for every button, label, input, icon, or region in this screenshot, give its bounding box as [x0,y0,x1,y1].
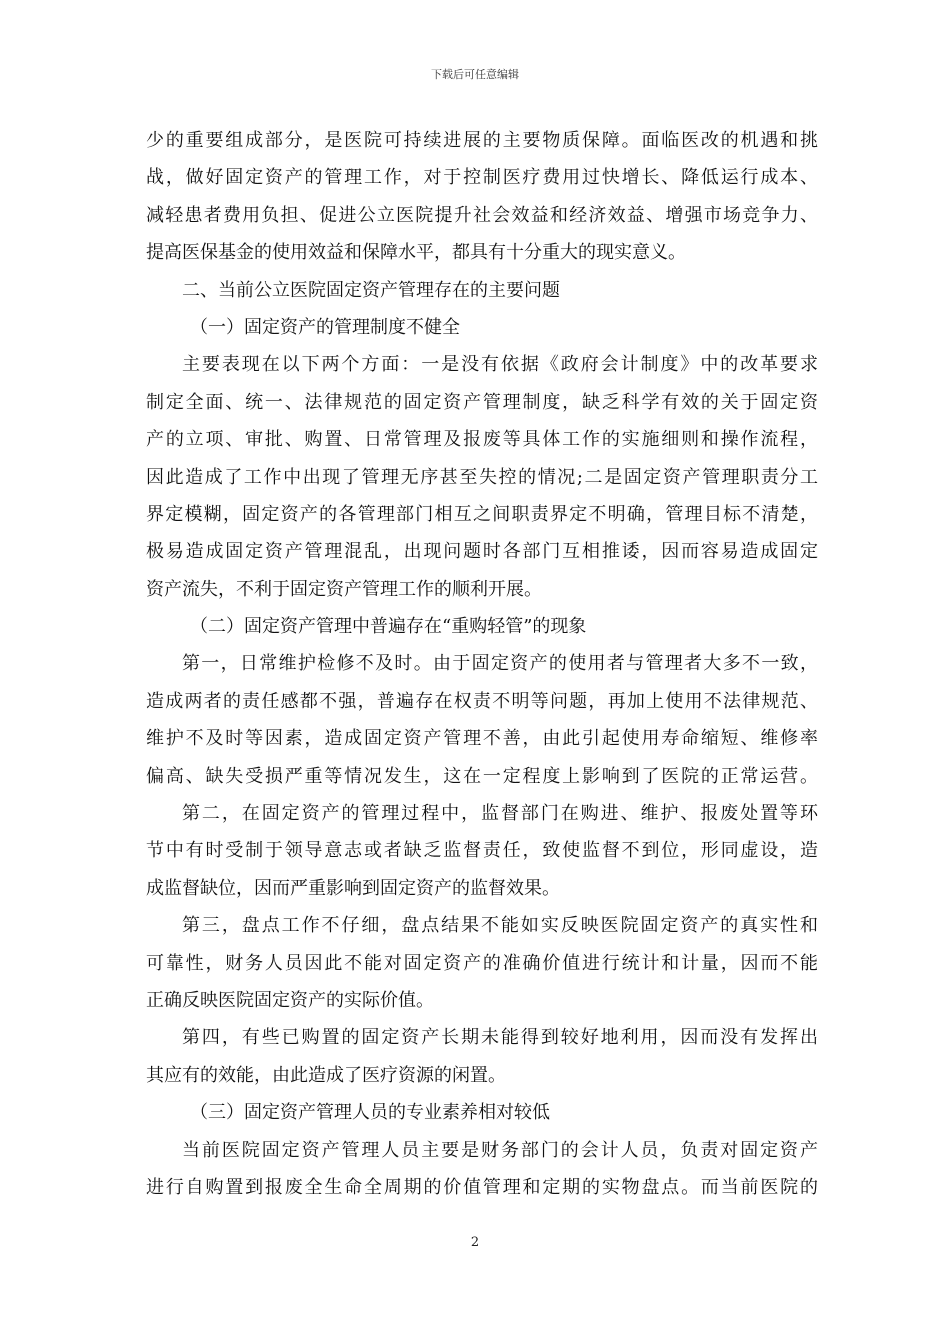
text-line: 正确反映医院固定资产的实际价值。 [146,989,434,1011]
text-line: 第二，在固定资产的管理过程中，监督部门在购进、维护、报废处置等环 [182,803,818,825]
text-line: 第一，日常维护检修不及时。由于固定资产的使用者与管理者大多不一致， [182,653,818,675]
text-line: 第四，有些已购置的固定资产长期未能得到较好地利用，因而没有发挥出 [182,1027,818,1049]
text-line: 成监督缺位，因而严重影响到固定资产的监督效果。 [146,877,560,899]
text-line: 维护不及时等因素，造成固定资产管理不善，由此引起使用寿命缩短、维修率 [146,728,818,750]
document-body [146,122,818,1206]
text-line: 进行自购置到报废全生命全周期的价值管理和定期的实物盘点。而当前医院的 [146,1176,818,1198]
text-line: （三）固定资产管理人员的专业素养相对较低 [190,1102,550,1124]
text-line: 造成两者的责任感都不强，普遍存在权责不明等问题，再加上使用不法律规范、 [146,690,818,712]
text-line: 产的立项、审批、购置、日常管理及报废等具体工作的实施细则和操作流程， [146,429,818,451]
text-line: 当前医院固定资产管理人员主要是财务部门的会计人员，负责对固定资产 [182,1139,818,1161]
text-line: 第三，盘点工作不仔细，盘点结果不能如实反映医院固定资产的真实性和 [182,915,818,937]
text-line: 制定全面、统一、法律规范的固定资产管理制度，缺乏科学有效的关于固定资 [146,391,818,413]
text-line: 节中有时受制于领导意志或者缺乏监督责任，致使监督不到位，形同虚设，造 [146,840,818,862]
text-line: （一）固定资产的管理制度不健全 [190,316,460,338]
text-line: 主要表现在以下两个方面：一是没有依据《政府会计制度》中的改革要求 [182,354,818,376]
text-line: 因此造成了工作中出现了管理无序甚至失控的情况;二是固定资产管理职责分工 [146,466,818,488]
text-line: 极易造成固定资产管理混乱，出现问题时各部门互相推诿，因而容易造成固定 [146,541,818,563]
text-line: 减轻患者费用负担、促进公立医院提升社会效益和经济效益、增强市场竞争力、 [146,204,818,226]
text-line: 界定模糊，固定资产的各管理部门相互之间职责界定不明确，管理目标不清楚， [146,503,818,525]
text-line: 战，做好固定资产的管理工作，对于控制医疗费用过快增长、降低运行成本、 [146,167,818,189]
text-line: 提高医保基金的使用效益和保障水平，都具有十分重大的现实意义。 [146,242,686,264]
text-line: 其应有的效能，由此造成了医疗资源的闲置。 [146,1064,506,1086]
text-line: （二）固定资产管理中普遍存在“重购轻管”的现象 [190,616,587,638]
text-line: 资产流失，不利于固定资产管理工作的顺利开展。 [146,578,542,600]
text-line: 可靠性，财务人员因此不能对固定资产的准确价值进行统计和计量，因而不能 [146,952,818,974]
page-number: 2 [470,1235,480,1250]
text-line: 少的重要组成部分，是医院可持续进展的主要物质保障。面临医改的机遇和挑 [146,130,818,151]
page-header: 下载后可任意编辑 [431,68,519,81]
text-line: 偏高、缺失受损严重等情况发生，这在一定程度上影响到了医院的正常运营。 [146,765,818,787]
text-line: 二、当前公立医院固定资产管理存在的主要问题 [182,279,560,301]
